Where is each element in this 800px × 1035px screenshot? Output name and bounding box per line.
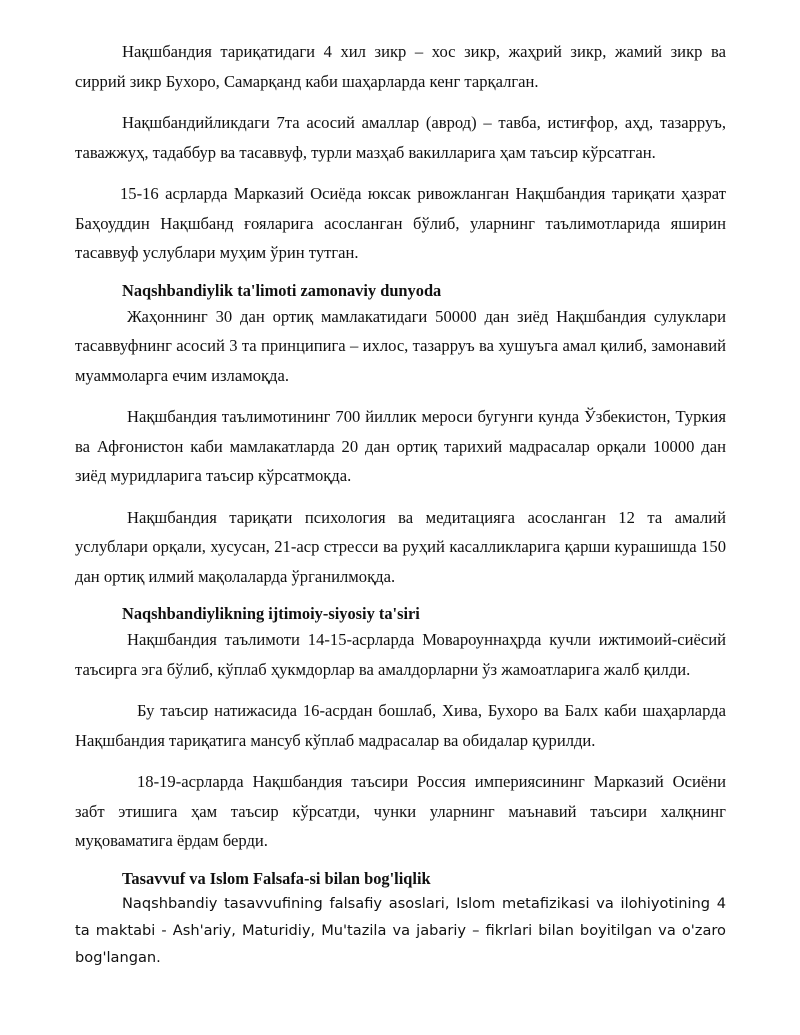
intro-paragraph-2: Нақшбандийликдаги 7та асосий амаллар (аврод) – тавба, истиғфор, аҳд, тазарруъ, таважжуҳ, тадаббур ва тасаввуф, турли мазҳаб вакилларига ҳам таъсир кўрсатган. [75,113,726,162]
section2-paragraph-2: Бу таъсир натижасида 16-асрдан бошлаб, Хива, Бухоро ва Балх каби шаҳарларда Нақшбандия тариқатига мансуб кўплаб мадрасалар ва обидалар қурилди. [75,701,726,750]
section1-paragraph-2: Нақшбандия таълимотининг 700 йиллик мероси бугунги кунда Ўзбекистон, Туркия ва Афғонистон каби мамлакатларда 20 дан ортиқ тарихий мадрасалар орқали 10000 дан зиёд муридларига таъсир кўрсатмоқда. [75,407,726,485]
intro-paragraph-3: 15-16 асрларда Марказий Осиёда юксак ривожланган Нақшбандия тариқати ҳазрат Баҳоуддин Нақшбанд ғояларига асосланган бўлиб, уларнинг таълимотларида яширин тасаввуф услублари муҳим ўрин тутган. [75,184,726,262]
section3-paragraph-1: Naqshbandiy tasavvufining falsafiy asoslari, Islom metafizikasi va ilohiyotining 4 ta maktabi - Ash'ariy, Maturidiy, Mu'tazila va jabariy – fikrlari bilan boyitilgan va o'zaro bog'langan. [75,894,726,966]
section-tasavvuf-philosophy [75,868,726,971]
section-modern-world [75,280,726,592]
section2-paragraph-3: 18-19-асрларда Нақшбандия таъсири Россия империясининг Марказий Осиёни забт этишига ҳам таъсир кўрсатди, чунки уларнинг маънавий таъсири халқнинг муқоваматига ёрдам берди. [75,772,726,850]
section1-paragraph-1: Жаҳоннинг 30 дан ортиқ мамлакатидаги 50000 дан зиёд Нақшбандия сулуклари тасаввуфнинг асосий 3 та принципига – ихлос, тазарруъ ва хушуъга амал қилиб, замонавий муаммоларга ечим изламоқда. [75,306,726,385]
section-socio-political [75,603,726,856]
section-heading-modern-world: Naqshbandiylik ta'limoti zamonaviy dunyoda [122,280,442,300]
section1-paragraph-3: Нақшбандия тариқати психология ва медитацияга асосланган 12 та амалий услублари орқали, хусусан, 21-аср стресси ва руҳий касалликларига қарши курашишда 150 дан ортиқ илмий мақолаларда ўрганилмоқда. [75,507,726,586]
section-heading-socio-political: Naqshbandiylikning ijtimoiy-siyosiy ta'siri [122,604,420,623]
section2-paragraph-1: Нақшбандия таълимоти 14-15-асрларда Мовароуннаҳрда кучли ижтимоий-сиёсий таъсирга эга бўлиб, кўплаб ҳукмдорлар ва амалдорларни ўз жамоатларига жалб қилди. [75,630,726,679]
document-page [75,37,726,971]
section-heading-tasavvuf-philosophy: Tasavvuf va Islom Falsafa-si bilan bog'liqlik [122,868,431,888]
intro-paragraph-1: Нақшбандия тариқатидаги 4 хил зикр – хос зикр, жаҳрий зикр, жамий зикр ва сиррий зикр Бухоро, Самарқанд каби шаҳарларда кенг тарқалган. [75,42,726,91]
